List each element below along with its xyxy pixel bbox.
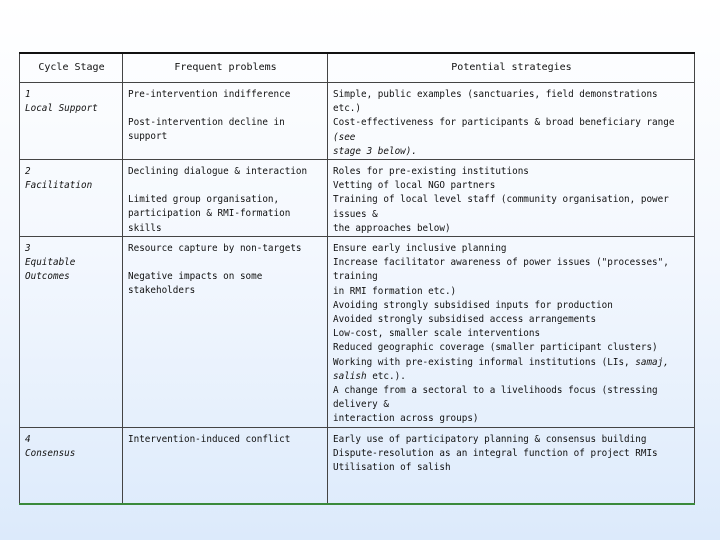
- strategy-item: Roles for pre-existing institutions: [333, 166, 529, 178]
- strategy-item: Avoiding strongly subsidised inputs for production: [333, 299, 613, 311]
- stage-number: 1: [25, 89, 31, 100]
- strategy-item: A change from a sectoral to a livelihoods focus (stressing delivery &: [333, 385, 658, 411]
- strategy-item: Ensure early inclusive planning: [333, 243, 507, 255]
- stage-cell: [20, 427, 123, 504]
- strategies-cell: [328, 427, 695, 504]
- strategies-cell: [328, 83, 695, 160]
- problem-item: Negative impacts on some: [128, 271, 263, 283]
- problem-item: Post-intervention decline in support: [128, 117, 285, 143]
- strategy-item: stage 3 below).: [333, 145, 417, 157]
- strategy-item: Low-cost, smaller scale interventions: [333, 328, 541, 340]
- strategy-item: Utilisation of salish: [333, 462, 451, 474]
- problem-item: Resource capture by non-targets: [128, 243, 302, 255]
- strategy-item: the approaches below): [333, 222, 451, 234]
- strategy-table: [19, 52, 695, 505]
- problem-item: Intervention-induced conflict: [128, 433, 291, 445]
- strategies-cell: [328, 160, 695, 237]
- strategy-item: Increase facilitator awareness of power issues ("processes", training: [333, 257, 669, 283]
- header-cycle-stage: Cycle Stage: [20, 53, 123, 83]
- table-row: [20, 160, 695, 237]
- stage-name: Equitable: [25, 257, 76, 269]
- stage-cell: [20, 83, 123, 160]
- stage-cell: [20, 237, 123, 428]
- problems-cell: [123, 83, 328, 160]
- problem-item: Pre-intervention indifference: [128, 89, 291, 100]
- strategy-item: Simple, public examples (sanctuaries, field demonstrations etc.): [333, 89, 658, 115]
- stage-name: Outcomes: [25, 271, 70, 283]
- stage-number: 2: [25, 166, 31, 178]
- strategy-item: Vetting of local NGO partners: [333, 180, 496, 192]
- problem-item: participation & RMI-formation skills: [128, 208, 291, 234]
- header-frequent-problems: Frequent problems: [123, 53, 328, 83]
- problem-item: Limited group organisation,: [128, 194, 280, 206]
- stage-name: Local Support: [25, 103, 98, 115]
- stage-number: 3: [25, 243, 31, 255]
- problem-item: Declining dialogue & interaction: [128, 166, 308, 178]
- stage-cell: [20, 160, 123, 237]
- table-row: [20, 427, 695, 504]
- strategy-item: Working with pre-existing informal institutions (LIs, samaj, salish etc.).: [333, 356, 669, 382]
- problems-cell: [123, 160, 328, 237]
- stage-name: Consensus: [25, 447, 76, 459]
- strategy-item: Cost-effectiveness for participants & broad beneficiary range (see: [333, 117, 675, 143]
- problem-item: stakeholders: [128, 285, 196, 297]
- strategy-item: interaction across groups): [333, 413, 479, 425]
- strategy-item: Early use of participatory planning & consensus building: [333, 433, 647, 445]
- problems-cell: [123, 427, 328, 504]
- stage-name: Facilitation: [25, 180, 93, 192]
- strategy-item: Avoided strongly subsidised access arrangements: [333, 314, 597, 326]
- problems-cell: [123, 237, 328, 428]
- strategy-item: Training of local level staff (community organisation, power issues &: [333, 194, 669, 220]
- table-row: [20, 83, 695, 160]
- stage-number: 4: [25, 433, 31, 445]
- strategy-item: Reduced geographic coverage (smaller participant clusters): [333, 342, 658, 354]
- header-potential-strategies: Potential strategies: [328, 53, 695, 83]
- strategies-cell: [328, 237, 695, 428]
- strategy-item: in RMI formation etc.): [333, 285, 457, 297]
- strategy-item: Dispute-resolution as an integral function of project RMIs: [333, 447, 658, 459]
- header-row: [20, 53, 695, 83]
- table-row: [20, 237, 695, 428]
